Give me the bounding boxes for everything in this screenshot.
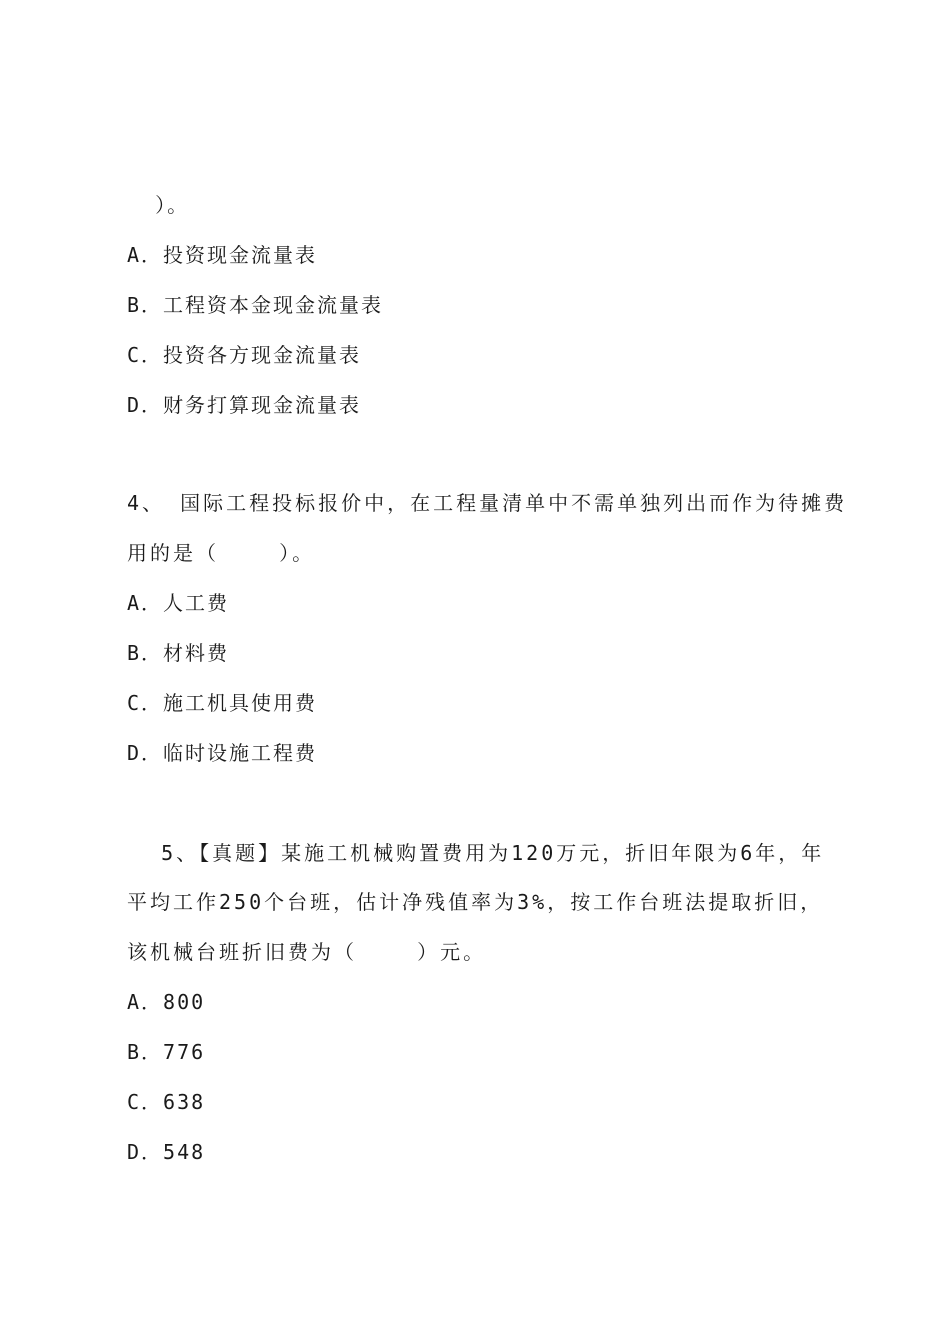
question4-option-d: D．临时设施工程费 xyxy=(127,741,318,765)
question5-line-1: 5、【真题】某施工机械购置费用为120万元，折旧年限为6年，年 xyxy=(131,841,825,865)
question3-option-c: C．投资各方现金流量表 xyxy=(127,343,362,367)
question5-option-c: C．638 xyxy=(127,1090,206,1114)
question3-option-b: B．工程资本金现金流量表 xyxy=(127,293,384,317)
question4-line-1: 4、 国际工程投标报价中，在工程量清单中不需单独列出而作为待摊费 xyxy=(127,491,848,515)
question4-option-a: A．人工费 xyxy=(127,591,230,615)
question5-line-2: 平均工作250个台班，估计净残值率为3%，按工作台班法提取折旧， xyxy=(127,890,824,914)
question5-option-a: A．800 xyxy=(127,990,206,1014)
question5-option-b: B．776 xyxy=(127,1040,206,1064)
question3-option-d: D．财务打算现金流量表 xyxy=(127,393,362,417)
question4-option-c: C．施工机具使用费 xyxy=(127,691,318,715)
question4-line-2: 用的是（ ）。 xyxy=(127,541,316,565)
question5-line-3: 该机械台班折旧费为（ ）元。 xyxy=(127,940,487,964)
question5-option-d: D．548 xyxy=(127,1140,206,1164)
question4-option-b: B．材料费 xyxy=(127,641,230,665)
question3-option-a: A．投资现金流量表 xyxy=(127,243,318,267)
question3-tail: ）。 xyxy=(127,193,190,217)
